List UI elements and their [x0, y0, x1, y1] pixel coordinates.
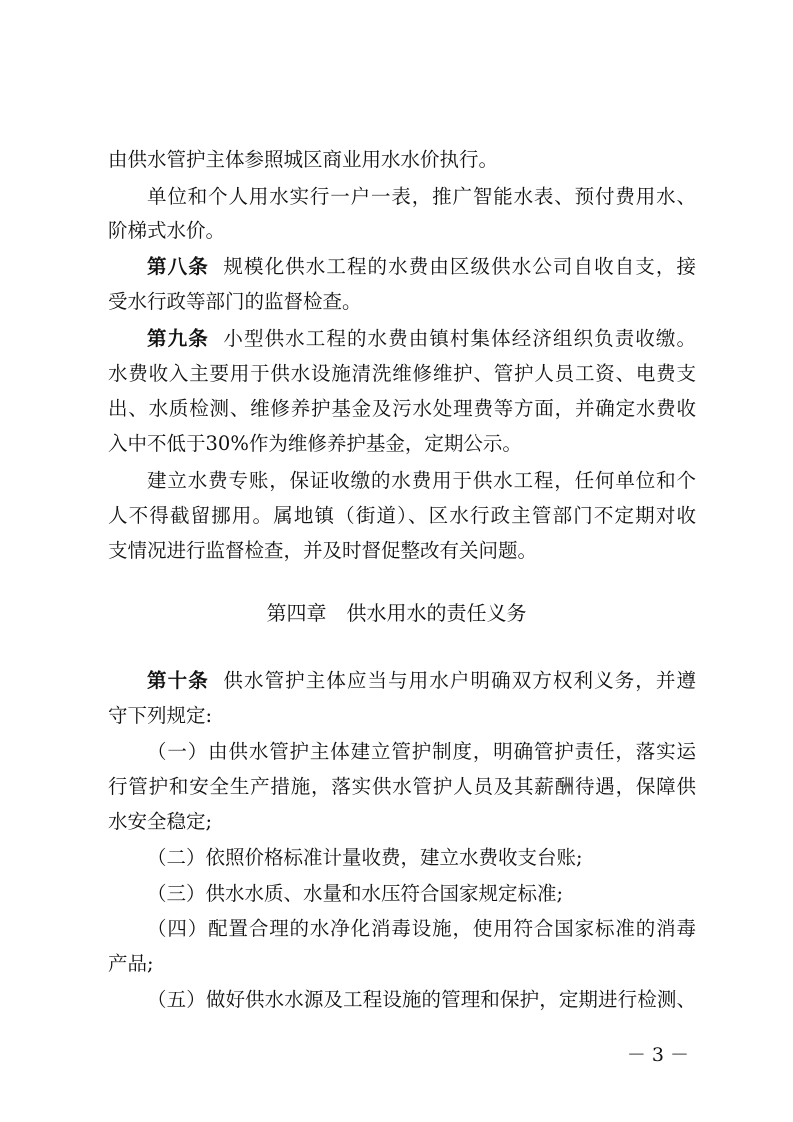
article-number: 第九条: [147, 327, 209, 350]
list-item: （五）做好供水水源及工程设施的管理和保护，定期进行检测、: [147, 988, 696, 1011]
text-line: 阶梯式水价。: [108, 219, 226, 242]
text-line: 由供水管护主体参照城区商业用水水价执行。: [108, 148, 499, 171]
list-item: （一）由供水管护主体建立管护制度，明确管护责任，落实运: [147, 740, 696, 763]
text-line: 行管护和安全生产措施，落实供水管护人员及其薪酬待遇，保障供: [108, 775, 696, 798]
text-line: 产品;: [108, 952, 154, 975]
text-line: 单位和个人用水实行一户一表，推广智能水表、预付费用水、: [147, 185, 696, 208]
text-line: 水安全稳定;: [108, 810, 213, 833]
text-line: 出、水质检测、维修养护基金及污水处理费等方面，并确定水费收: [108, 397, 696, 420]
text-line: 入中不低于30%作为维修养护基金，定期公示。: [108, 432, 522, 455]
page-number: － 3 －: [626, 1044, 689, 1066]
text-line: 水费收入主要用于供水设施清洗维修维护、管护人员工资、电费支: [108, 362, 696, 385]
chapter-number: 第四章: [266, 601, 327, 625]
article-8-line: [147, 250, 696, 284]
list-item: （四）配置合理的水净化消毒设施，使用符合国家标准的消毒: [147, 917, 696, 940]
text-fragment: 小型供水工程的水费由镇村集体经济组织负责收缴。: [223, 327, 696, 350]
text-fragment: 供水管护主体应当与用水户明确双方权利义务，并遵: [223, 669, 696, 692]
article-10-line: [147, 664, 696, 698]
article-number: 第十条: [147, 669, 209, 692]
text-line: 守下列规定:: [108, 704, 213, 727]
text-fragment: 规模化供水工程的水费由区级供水公司自收自支，接: [223, 255, 696, 278]
text-line: 建立水费专账，保证收缴的水费用于供水工程，任何单位和个: [147, 469, 696, 492]
text-line: 受水行政等部门的监督检查。: [108, 290, 362, 313]
text-line: 人不得截留挪用。属地镇（街道）、区水行政主管部门不定期对收: [108, 504, 696, 527]
list-item: （二）依照价格标准计量收费，建立水费收支台账;: [147, 846, 583, 869]
chapter-title: 供水用水的责任义务: [346, 601, 527, 625]
article-number: 第八条: [147, 255, 209, 278]
text-line: 支情况进行监督检查，并及时督促整改有关问题。: [108, 539, 538, 562]
list-item: （三）供水水质、水量和水压符合国家规定标准;: [147, 882, 564, 905]
article-9-line: [147, 322, 696, 356]
chapter-heading: [0, 596, 793, 630]
